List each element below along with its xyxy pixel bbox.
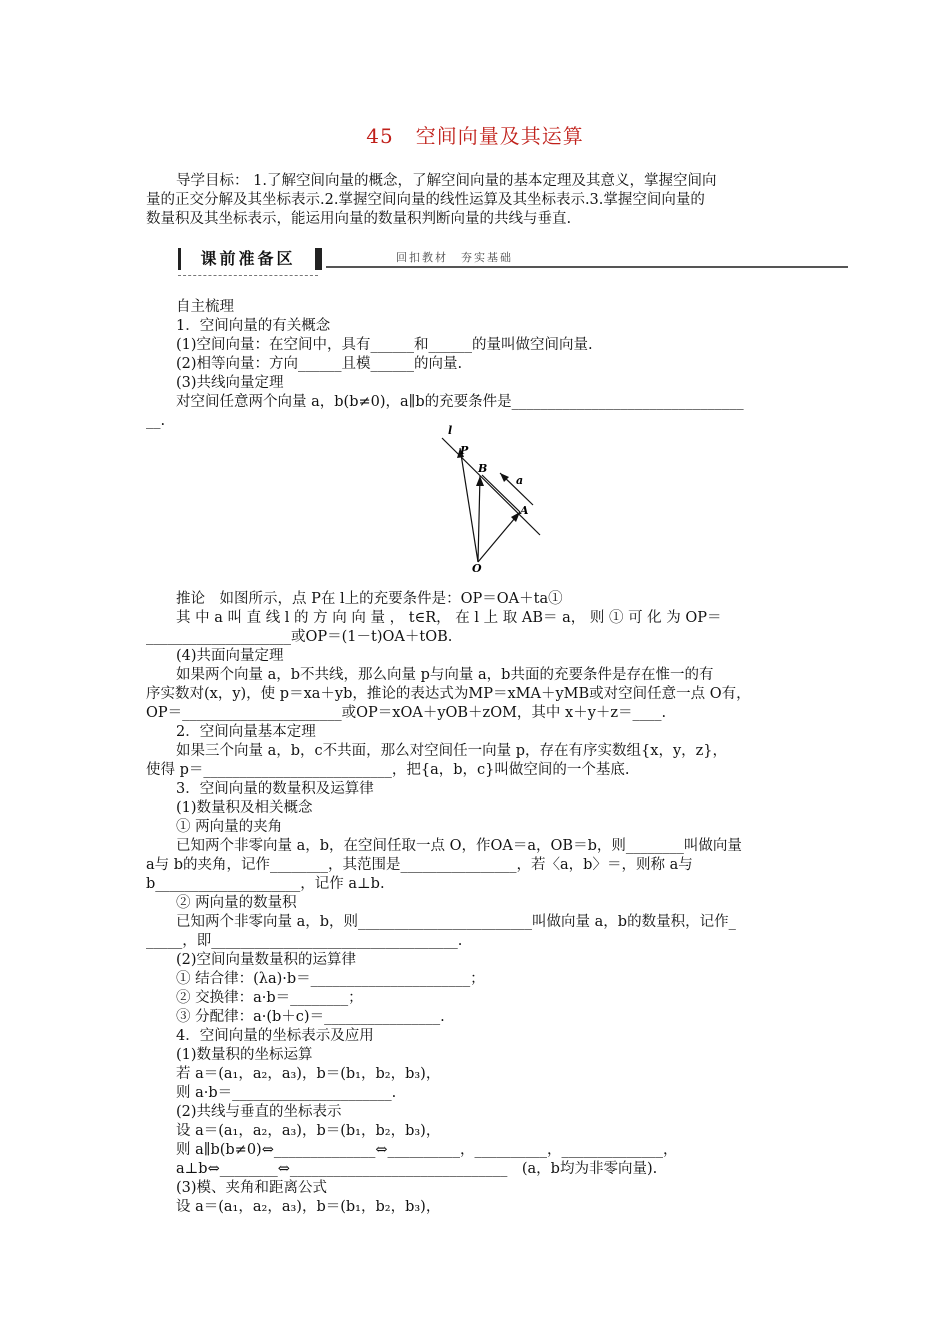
text-line: 已知两个非零向量 a，b，在空间任取一点 O，作OA＝a，OB＝b，则________叫做向量 (176, 838, 742, 854)
text-line: 对空间任意两个向量 a，b(b≠0)，a∥b的充要条件是________________________________ (176, 394, 744, 410)
banner-rule (326, 266, 848, 268)
title-number: 45 (366, 124, 394, 148)
text-line: 若 a＝(a₁，a₂，a₃)，b＝(b₁，b₂，b₃)， (176, 1066, 441, 1082)
text-line: 则 a∥b(b≠0)⇔______________⇔__________，__________，______________， (176, 1142, 678, 1158)
text-line: ② 两向量的数量积 (176, 895, 297, 911)
text-line: (2)相等向量：方向______且模______的向量. (176, 356, 463, 372)
label-a-point: A (520, 504, 529, 517)
text-line: (1)数量积及相关概念 (176, 800, 313, 816)
text-line: (4)共面向量定理 (176, 648, 284, 664)
text-line: 如果三个向量 a，b，c不共面，那么对空间任一向量 p，存在有序实数组{x，y，z}， (176, 743, 728, 759)
text-line: 设 a＝(a₁，a₂，a₃)，b＝(b₁，b₂，b₃)， (176, 1123, 441, 1139)
text-line: 3．空间向量的数量积及运算律 (176, 781, 374, 797)
vector-line-diagram (420, 420, 570, 580)
page-title (0, 120, 950, 149)
text-line: ① 结合律：(λa)·b＝______________________； (176, 971, 485, 987)
vector-ab (482, 475, 520, 512)
text-line: 1．空间向量的有关概念 (176, 318, 331, 334)
text-line: (1)数量积的坐标运算 (176, 1047, 313, 1063)
text-line: b____________________，记作 a⊥b. (146, 876, 385, 892)
text-line: 其 中 a 叫 直 线 l 的 方 向 向 量 ， t∈R， 在 l 上 取 AB＝ a， 则 ① 可 化 为 OP＝ (176, 610, 722, 626)
text-line: 自主梳理 (176, 299, 234, 315)
banner-dashed-line (178, 275, 318, 276)
text-line: 设 a＝(a₁，a₂，a₃)，b＝(b₁，b₂，b₃)， (176, 1199, 441, 1215)
text-line: 序实数对(x，y)，使 p＝xa＋yb，推论的表达式为MP＝xMA＋yMB或对空间任意一点 O有， (146, 686, 751, 702)
intro-line: 数量积及其坐标表示，能运用向量的数量积判断向量的共线与垂直. (146, 211, 572, 227)
section-b (146, 590, 806, 1217)
text-line: (3)共线向量定理 (176, 375, 284, 391)
text-line: __. (146, 413, 166, 429)
text-line: a⊥b⇔________⇔______________________________ (a，b均为非零向量). (176, 1161, 658, 1177)
text-line: ____________________或OP＝(1－t)OA＋tOB. (146, 629, 453, 645)
text-line: 已知两个非零向量 a，b，则________________________叫做向量 a，b的数量积，记作_ (176, 914, 736, 930)
text-line: a与 b的夹角，记作________，其范围是________________，若〈a，b〉＝，则称 a与 (146, 857, 693, 873)
text-line: 推论 如图所示，点 P在 l上的充要条件是：OP＝OA＋ta① (176, 591, 563, 607)
banner-subtitle: 回扣教材 夯实基础 (396, 251, 513, 264)
text-line: _____，即__________________________________. (146, 933, 463, 949)
line-l (442, 438, 540, 535)
text-line: (2)空间向量数量积的运算律 (176, 952, 357, 968)
intro-line: 导学目标： 1.了解空间向量的概念，了解空间向量的基本定理及其意义，掌握空间向 (176, 173, 717, 189)
intro-block (146, 172, 806, 229)
text-line: (1)空间向量：在空间中，具有______和______的量叫做空间向量. (176, 337, 593, 353)
label-p: P (460, 444, 469, 457)
text-line: ② 交换律：a·b＝________； (176, 990, 363, 1006)
section-a (146, 298, 806, 431)
arrow-head-b (476, 476, 484, 486)
section-banner (178, 245, 848, 275)
label-b: B (478, 462, 488, 475)
label-l: l (448, 424, 453, 437)
intro-line: 量的正交分解及其坐标表示.2.掌握空间向量的线性运算及其坐标表示.3.掌握空间向量的 (146, 192, 705, 208)
text-line: ① 两向量的夹角 (176, 819, 283, 835)
text-line: 则 a·b＝______________________. (176, 1085, 397, 1101)
label-o: O (472, 562, 482, 575)
text-line: (2)共线与垂直的坐标表示 (176, 1104, 342, 1120)
title-text: 空间向量及其运算 (415, 124, 584, 148)
banner-label: 课前准备区 (200, 249, 296, 268)
text-line: 2．空间向量基本定理 (176, 724, 316, 740)
label-a-vector: a (516, 474, 524, 487)
text-line: 4．空间向量的坐标表示及应用 (176, 1028, 374, 1044)
text-line: (3)模、夹角和距离公式 (176, 1180, 328, 1196)
banner-box (178, 248, 322, 270)
text-line: 如果两个向量 a，b不共线，那么向量 p与向量 a，b共面的充要条件是存在惟一的有 (176, 667, 714, 683)
text-line: ③ 分配律：a·(b＋c)＝________________. (176, 1009, 445, 1025)
text-line: 使得 p＝__________________________，把{a，b，c}叫做空间的一个基底. (146, 762, 630, 778)
text-line: OP＝______________________或OP＝xOA＋yOB＋zOM，其中 x＋y＋z＝____. (146, 705, 667, 721)
vector-ob (478, 476, 480, 562)
